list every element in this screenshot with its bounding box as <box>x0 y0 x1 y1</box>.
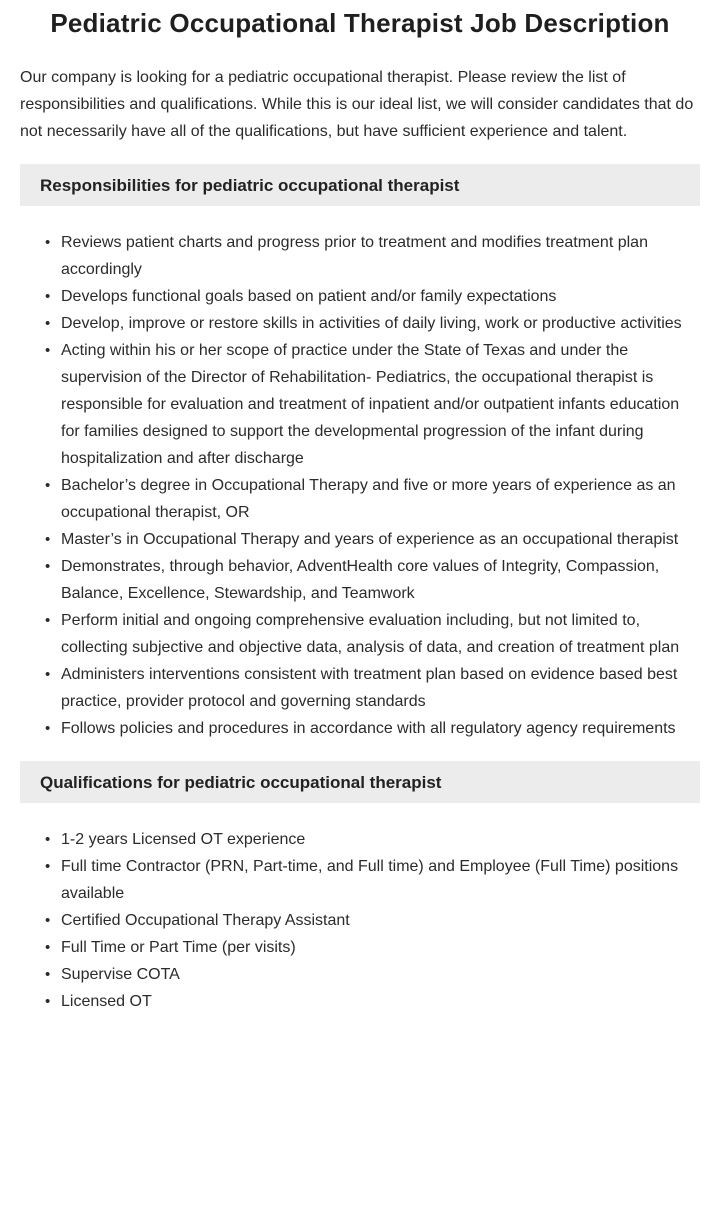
section-qualifications <box>20 761 700 1015</box>
intro-paragraph: Our company is looking for a pediatric occupational therapist. Please review the list of responsibilities and qualifications. While this is our ideal list, we will consider candidates that do not necessarily have all of the qualifications, but have sufficient experience and talent. <box>20 69 694 140</box>
section-responsibilities <box>20 164 700 742</box>
list-item: • Perform initial and ongoing comprehensive evaluation including, but not limited to, collecting subjective and objective data, analysis of data, and creation of treatment plan <box>45 607 700 661</box>
list-item: • Acting within his or her scope of practice under the State of Texas and under the supervision of the Director of Rehabilitation- Pediatrics, the occupational therapist is responsible for evaluation and treatment of inpatient and/or outpatient infants education for families designed to support the developmental progression of the infant during hospitalization and after discharge <box>45 337 700 472</box>
list-item: • 1-2 years Licensed OT experience <box>45 826 700 853</box>
list-item: • Full time Contractor (PRN, Part-time, and Full time) and Employee (Full Time) positions available <box>45 853 700 907</box>
list-item: • Administers interventions consistent with treatment plan based on evidence based best practice, provider protocol and governing standards <box>45 661 700 715</box>
list-item: • Master’s in Occupational Therapy and years of experience as an occupational therapist <box>45 526 700 553</box>
qualifications-heading: Qualifications for pediatric occupational therapist <box>20 761 700 803</box>
list-item: • Reviews patient charts and progress prior to treatment and modifies treatment plan accordingly <box>45 229 700 283</box>
list-item: • Bachelor’s degree in Occupational Therapy and five or more years of experience as an occupational therapist, OR <box>45 472 700 526</box>
list-item: • Demonstrates, through behavior, AdventHealth core values of Integrity, Compassion, Balance, Excellence, Stewardship, and Teamwork <box>45 553 700 607</box>
responsibilities-heading: Responsibilities for pediatric occupational therapist <box>20 164 700 206</box>
page-title: Pediatric Occupational Therapist Job Description <box>50 8 670 38</box>
list-item: • Full Time or Part Time (per visits) <box>45 934 700 961</box>
responsibilities-list <box>20 229 700 742</box>
list-item: • Follows policies and procedures in accordance with all regulatory agency requirements <box>45 715 700 742</box>
list-item: • Licensed OT <box>45 988 700 1015</box>
list-item: • Develop, improve or restore skills in activities of daily living, work or productive activities <box>45 310 700 337</box>
list-item: • Certified Occupational Therapy Assistant <box>45 907 700 934</box>
qualifications-list <box>20 826 700 1015</box>
list-item: • Supervise COTA <box>45 961 700 988</box>
list-item: • Develops functional goals based on patient and/or family expectations <box>45 283 700 310</box>
